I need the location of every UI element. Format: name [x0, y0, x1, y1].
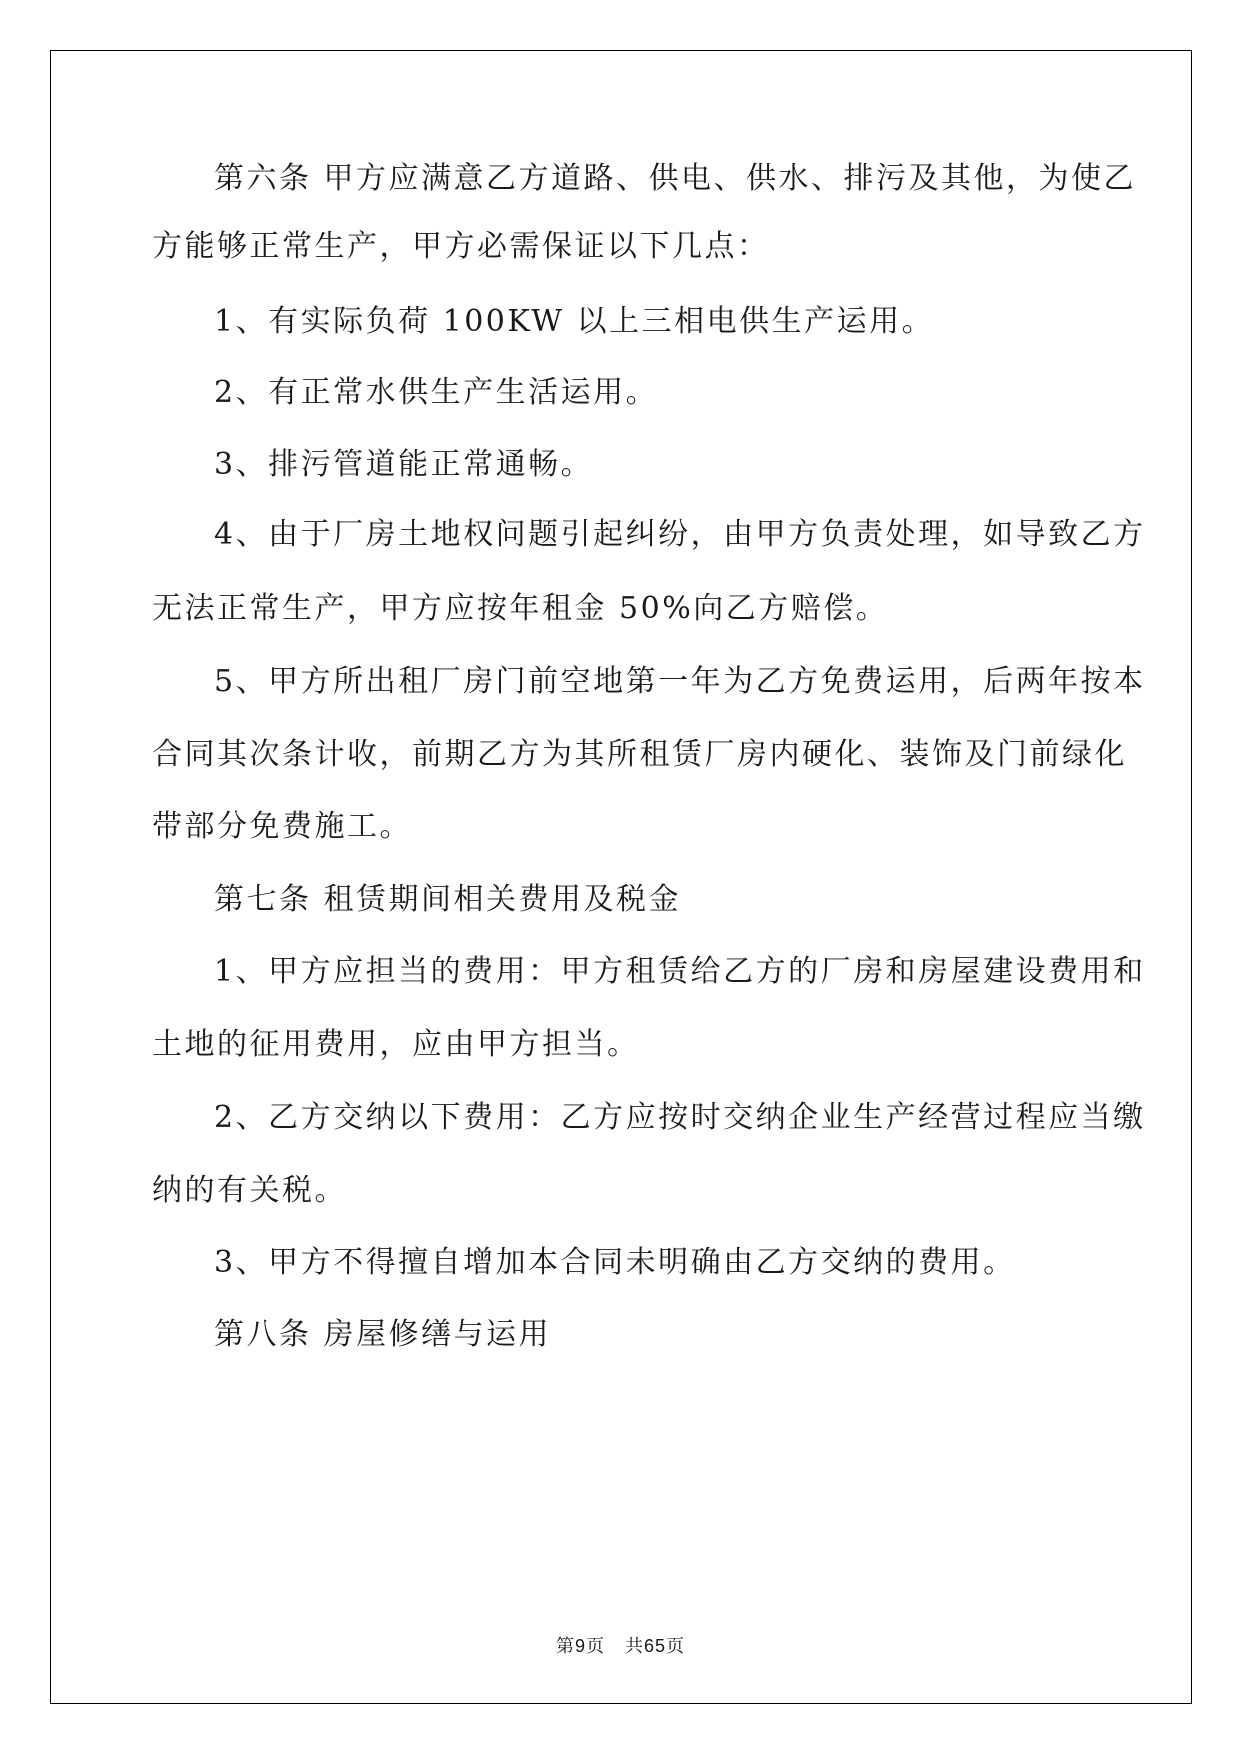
article-7-heading: 第七条 租赁期间相关费用及税金: [214, 882, 682, 917]
total-pages: 65: [643, 1636, 667, 1656]
page-frame: [50, 50, 1192, 1704]
paragraph-line: 无法正常生产，甲方应按年租金 50%向乙方赔偿。: [152, 591, 889, 626]
article-8-heading: 第八条 房屋修缮与运用: [214, 1317, 552, 1352]
total-suffix: 页: [666, 1636, 686, 1657]
paragraph-line: 纳的有关税。: [152, 1173, 347, 1208]
page-footer: [0, 1632, 1241, 1658]
page-prefix: 第: [555, 1636, 575, 1657]
page-suffix: 页: [585, 1636, 605, 1657]
list-item-2: 2、有正常水供生产生活运用。: [214, 375, 659, 410]
paragraph-line: 带部分免费施工。: [152, 809, 412, 844]
list-item-4: 4、由于厂房土地权问题引起纠纷，由甲方负责处理，如导致乙方: [214, 517, 1146, 552]
list-item-1: 1、有实际负荷 100KW 以上三相电供生产运用。: [214, 304, 935, 339]
list-item-2: 2、乙方交纳以下费用：乙方应按时交纳企业生产经营过程应当缴: [214, 1100, 1146, 1135]
page-number: 9: [574, 1636, 586, 1656]
paragraph-line: 土地的征用费用，应由甲方担当。: [152, 1027, 640, 1062]
list-item-5: 5、甲方所出租厂房门前空地第一年为乙方免费运用，后两年按本: [214, 664, 1146, 699]
list-item-3: 3、甲方不得擅自增加本合同未明确由乙方交纳的费用。: [214, 1245, 1016, 1280]
paragraph-line: 合同其次条计收，前期乙方为其所租赁厂房内硬化、装饰及门前绿化: [152, 737, 1127, 772]
list-item-3: 3、排污管道能正常通畅。: [214, 447, 594, 482]
paragraph-line: 方能够正常生产，甲方必需保证以下几点：: [152, 229, 770, 264]
article-6-heading-line: 第六条 甲方应满意乙方道路、供电、供水、排污及其他，为使乙: [214, 161, 1137, 196]
total-prefix: 共: [624, 1636, 644, 1657]
list-item-1: 1、甲方应担当的费用：甲方租赁给乙方的厂房和房屋建设费用和: [214, 954, 1146, 989]
